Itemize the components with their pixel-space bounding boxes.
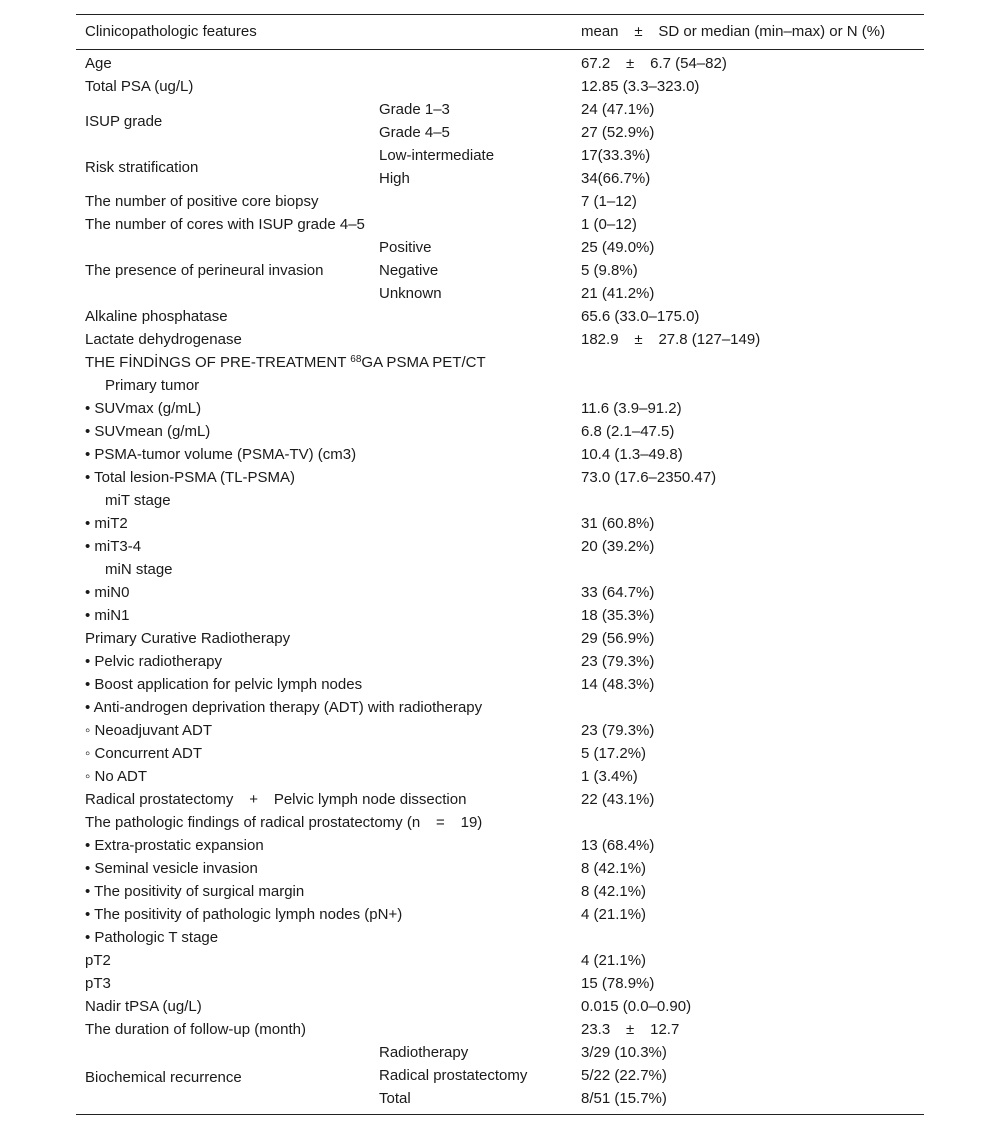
table-row bbox=[76, 788, 924, 811]
table-row bbox=[76, 420, 924, 443]
row-label: ◦ No ADT bbox=[85, 768, 147, 785]
table-row bbox=[76, 949, 924, 972]
row-label: pT2 bbox=[85, 952, 111, 969]
table-row bbox=[76, 926, 924, 949]
row-value: 4 (21.1%) bbox=[581, 952, 647, 969]
row-label: Alkaline phosphatase bbox=[85, 308, 228, 325]
table-row bbox=[76, 857, 924, 880]
table-section-heading bbox=[76, 351, 924, 374]
table-row bbox=[76, 190, 924, 213]
row-label: Biochemical recurrence bbox=[85, 1069, 242, 1086]
table-row bbox=[76, 1041, 924, 1064]
row-value: 65.6 (33.0–175.0) bbox=[581, 308, 700, 325]
row-value: 29 (56.9%) bbox=[581, 630, 655, 647]
row-label: The duration of follow-up (month) bbox=[85, 1021, 306, 1038]
table-row bbox=[76, 903, 924, 926]
row-label: • Anti-androgen deprivation therapy (ADT) with radiotherapy bbox=[85, 699, 483, 716]
table-row bbox=[76, 1018, 924, 1041]
row-subheading: Primary tumor bbox=[105, 377, 200, 394]
row-subheading: miT stage bbox=[105, 492, 171, 509]
row-subheading: miN stage bbox=[105, 561, 173, 578]
row-label: The number of positive core biopsy bbox=[85, 193, 319, 210]
row-value: 0.015 (0.0–0.90) bbox=[581, 998, 692, 1015]
row-label: • PSMA-tumor volume (PSMA-TV) (cm3) bbox=[85, 446, 357, 463]
table-row bbox=[76, 696, 924, 719]
row-label: • The positivity of pathologic lymph nodes (pN+) bbox=[85, 906, 403, 923]
table-row bbox=[76, 719, 924, 742]
row-label: • Pelvic radiotherapy bbox=[85, 653, 222, 670]
row-value: 12.85 (3.3–323.0) bbox=[581, 78, 700, 95]
row-sublabel: Negative bbox=[379, 262, 439, 279]
row-value: 34(66.7%) bbox=[581, 170, 651, 187]
row-value: 5 (17.2%) bbox=[581, 745, 647, 762]
row-label: Total PSA (ug/L) bbox=[85, 78, 194, 95]
table-row bbox=[76, 765, 924, 788]
table-row bbox=[76, 604, 924, 627]
row-value: 8 (42.1%) bbox=[581, 860, 647, 877]
table-row bbox=[76, 443, 924, 466]
row-value: 1 (0–12) bbox=[581, 216, 637, 233]
row-value: 8 (42.1%) bbox=[581, 883, 647, 900]
row-label: Age bbox=[85, 55, 112, 72]
table-row bbox=[76, 627, 924, 650]
table-row bbox=[76, 581, 924, 604]
row-value: 10.4 (1.3–49.8) bbox=[581, 446, 683, 463]
table-row bbox=[76, 50, 924, 76]
row-label: ISUP grade bbox=[85, 112, 163, 130]
row-value: 20 (39.2%) bbox=[581, 538, 655, 555]
table-row bbox=[76, 673, 924, 696]
row-value: 11.6 (3.9–91.2) bbox=[581, 400, 682, 417]
row-value: 31 (60.8%) bbox=[581, 515, 655, 532]
row-label: • miT3-4 bbox=[85, 538, 142, 555]
table-row bbox=[76, 742, 924, 765]
row-label: ◦ Concurrent ADT bbox=[85, 745, 203, 762]
row-label: Nadir tPSA (ug/L) bbox=[85, 998, 202, 1015]
row-label: Risk stratification bbox=[85, 158, 199, 176]
row-sublabel: Unknown bbox=[379, 285, 442, 302]
table-row bbox=[76, 75, 924, 98]
row-value: 15 (78.9%) bbox=[581, 975, 655, 992]
row-label: • SUVmax (g/mL) bbox=[85, 400, 202, 417]
row-label: • SUVmean (g/mL) bbox=[85, 423, 211, 440]
row-value: 14 (48.3%) bbox=[581, 676, 655, 693]
pet-heading bbox=[76, 351, 924, 374]
row-value: 21 (41.2%) bbox=[581, 285, 655, 302]
row-label: Primary Curative Radiotherapy bbox=[85, 630, 291, 647]
table-row bbox=[76, 328, 924, 351]
row-sublabel: Radical prostatectomy bbox=[379, 1067, 528, 1084]
table-row bbox=[76, 98, 924, 121]
row-value: 23 (79.3%) bbox=[581, 722, 655, 739]
row-value: 3/29 (10.3%) bbox=[581, 1044, 667, 1061]
table-row bbox=[76, 466, 924, 489]
table-row bbox=[76, 512, 924, 535]
row-value: 73.0 (17.6–2350.47) bbox=[581, 469, 717, 486]
row-label: ◦ Neoadjuvant ADT bbox=[85, 722, 213, 739]
header-features: Clinicopathologic features bbox=[76, 15, 572, 50]
table-subheading bbox=[76, 374, 924, 397]
row-value: 182.9 ± 27.8 (127–149) bbox=[581, 331, 761, 348]
row-value: 8/51 (15.7%) bbox=[581, 1090, 667, 1107]
row-value: 5 (9.8%) bbox=[581, 262, 638, 279]
row-value: 33 (64.7%) bbox=[581, 584, 655, 601]
table-row bbox=[76, 834, 924, 857]
pet-heading-pre: THE FİNDİNGS OF PRE-TREATMENT bbox=[85, 354, 351, 371]
row-label: • Pathologic T stage bbox=[85, 929, 219, 946]
row-label: • miN1 bbox=[85, 607, 130, 624]
row-label: • Total lesion-PSMA (TL-PSMA) bbox=[85, 469, 296, 486]
row-value: 22 (43.1%) bbox=[581, 791, 655, 808]
row-label: • The positivity of surgical margin bbox=[85, 883, 305, 900]
row-label: • miN0 bbox=[85, 584, 130, 601]
table-row bbox=[76, 397, 924, 420]
row-value: 4 (21.1%) bbox=[581, 906, 647, 923]
table-subheading bbox=[76, 558, 924, 581]
table-subheading bbox=[76, 489, 924, 512]
row-sublabel: Low-intermediate bbox=[379, 147, 495, 164]
row-value: 5/22 (22.7%) bbox=[581, 1067, 667, 1084]
row-sublabel: High bbox=[379, 170, 410, 187]
row-value: 67.2 ± 6.7 (54–82) bbox=[581, 55, 727, 72]
pet-heading-post: GA PSMA PET/CT bbox=[361, 354, 486, 371]
table-row bbox=[76, 305, 924, 328]
row-sublabel: Radiotherapy bbox=[379, 1044, 469, 1061]
table-row bbox=[76, 144, 924, 167]
row-label: Lactate dehydrogenase bbox=[85, 331, 242, 348]
row-label: pT3 bbox=[85, 975, 111, 992]
row-value: 25 (49.0%) bbox=[581, 239, 655, 256]
clinicopathologic-table-container bbox=[76, 14, 924, 1115]
row-label: • miT2 bbox=[85, 515, 128, 532]
row-label: • Seminal vesicle invasion bbox=[85, 860, 258, 877]
row-label: Radical prostatectomy + Pelvic lymph node dissection bbox=[85, 791, 467, 808]
table-row bbox=[76, 995, 924, 1018]
row-value: 1 (3.4%) bbox=[581, 768, 638, 785]
row-value: 7 (1–12) bbox=[581, 193, 637, 210]
row-value: 24 (47.1%) bbox=[581, 101, 655, 118]
pet-heading-isotope: 68 bbox=[350, 354, 362, 365]
table-row bbox=[76, 213, 924, 236]
row-value: 17(33.3%) bbox=[581, 147, 651, 164]
row-value: 18 (35.3%) bbox=[581, 607, 655, 624]
row-sublabel: Total bbox=[379, 1090, 411, 1107]
table-row bbox=[76, 811, 924, 834]
row-sublabel: Grade 1–3 bbox=[379, 101, 450, 118]
row-value: 23 (79.3%) bbox=[581, 653, 655, 670]
row-sublabel: Positive bbox=[379, 239, 432, 256]
table-row bbox=[76, 535, 924, 558]
row-label: The number of cores with ISUP grade 4–5 bbox=[85, 216, 365, 233]
table-row bbox=[76, 880, 924, 903]
table-header-row bbox=[76, 15, 924, 50]
row-label: The pathologic findings of radical prostatectomy (n = 19) bbox=[85, 814, 483, 831]
table-row bbox=[76, 972, 924, 995]
row-sublabel: Grade 4–5 bbox=[379, 124, 450, 141]
clinicopathologic-table bbox=[76, 14, 924, 1115]
row-label: • Boost application for pelvic lymph nodes bbox=[85, 676, 363, 693]
row-value: 27 (52.9%) bbox=[581, 124, 655, 141]
row-label: • Extra-prostatic expansion bbox=[85, 837, 264, 854]
table-row bbox=[76, 650, 924, 673]
row-value: 13 (68.4%) bbox=[581, 837, 655, 854]
row-label: The presence of perineural invasion bbox=[85, 262, 324, 279]
row-value: 6.8 (2.1–47.5) bbox=[581, 423, 675, 440]
row-value: 23.3 ± 12.7 bbox=[581, 1021, 680, 1038]
header-values: mean ± SD or median (min–max) or N (%) bbox=[572, 15, 924, 50]
table-row bbox=[76, 236, 924, 259]
